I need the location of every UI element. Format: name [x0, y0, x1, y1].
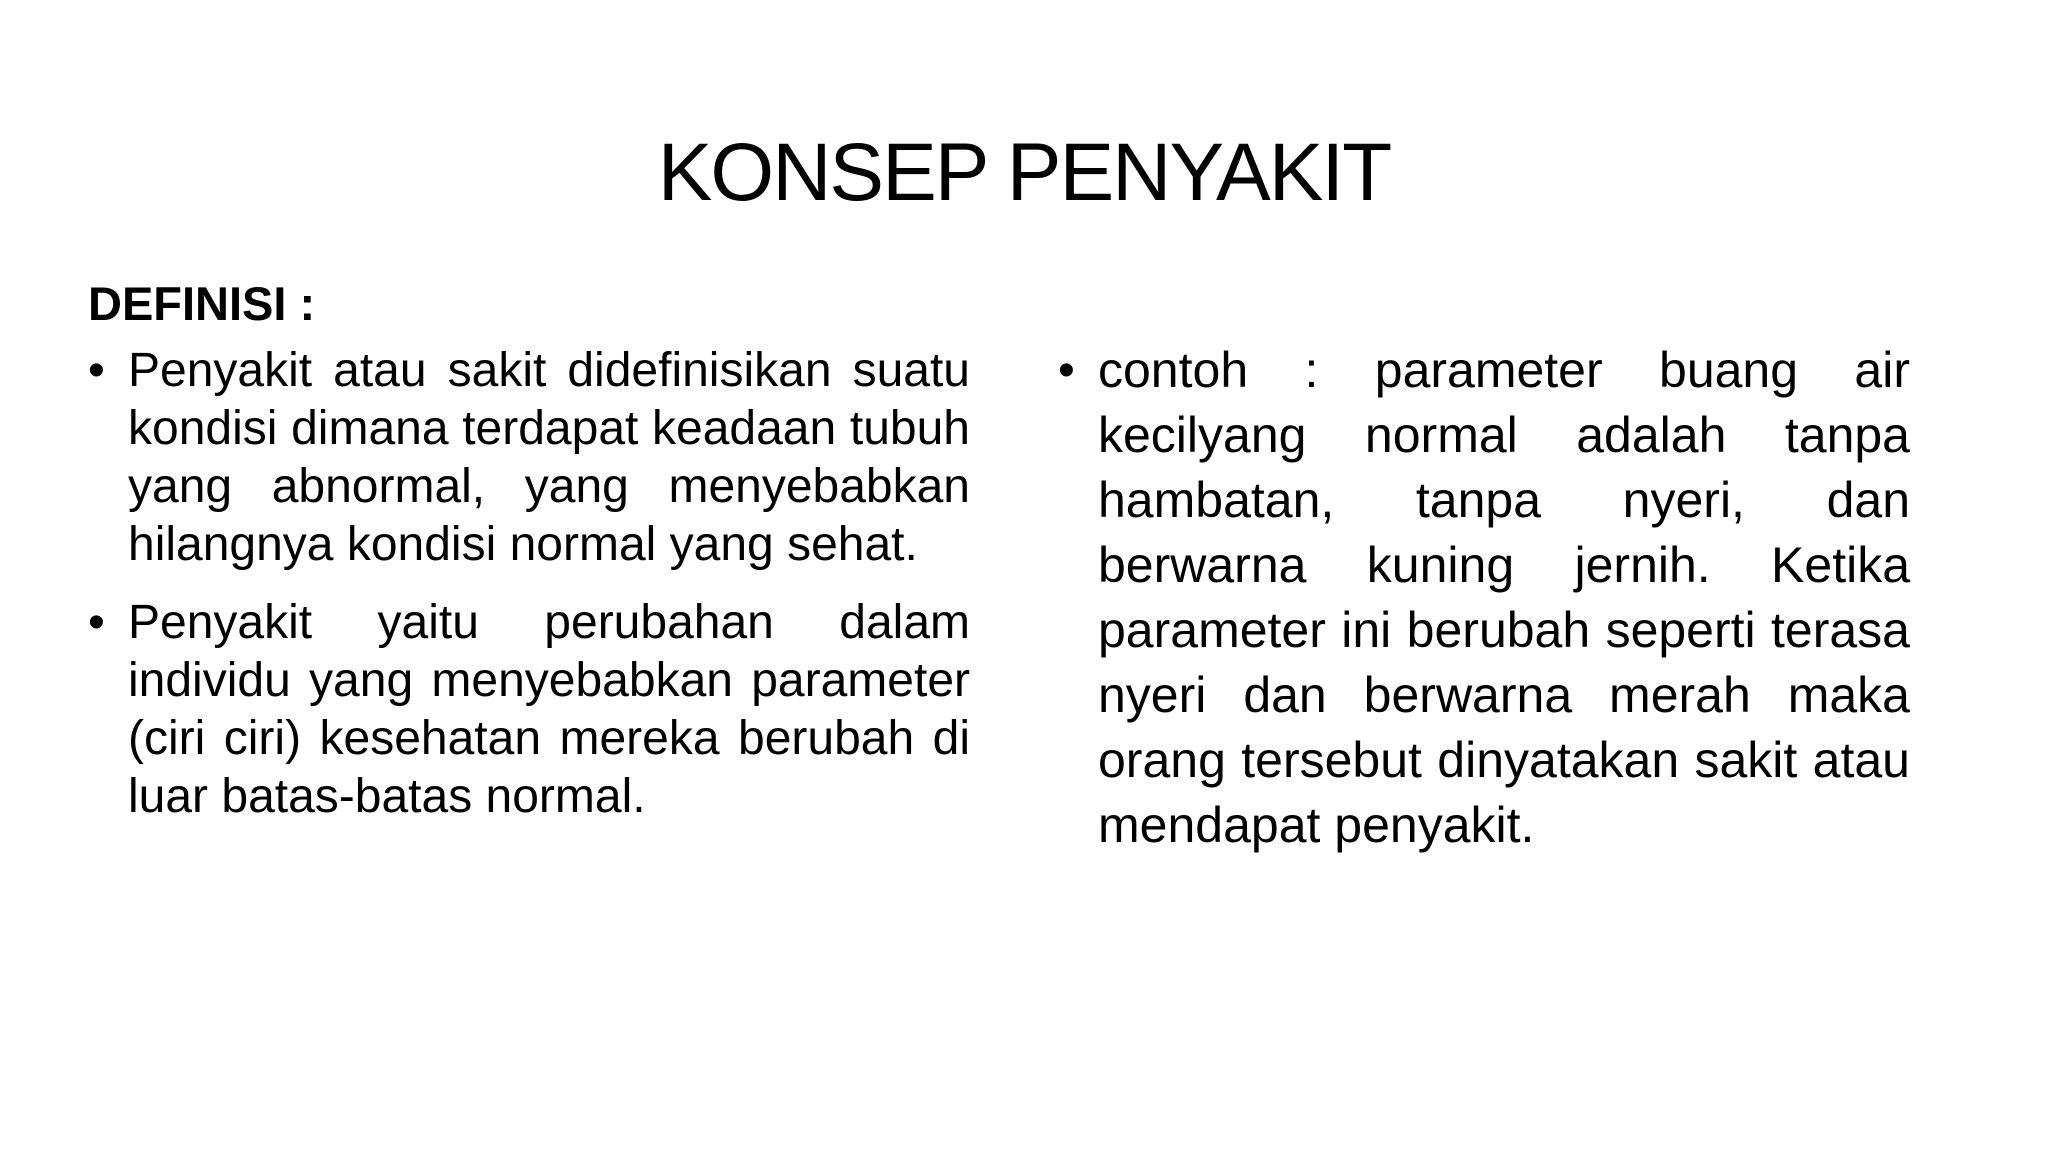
- right-bullet-list: [1058, 338, 1910, 858]
- bullet-text: Penyakit yaitu perubahan dalam individu yang menyebabkan parameter (ciri ciri) kesehatan mereka berubah di luar batas-batas normal.: [128, 596, 970, 823]
- bullet-item: [88, 594, 970, 826]
- bullet-item: [1058, 338, 1910, 858]
- bullet-icon: •: [1058, 344, 1075, 397]
- right-column: [1058, 338, 1910, 878]
- left-column: [88, 272, 970, 846]
- definition-heading: DEFINISI :: [88, 277, 316, 330]
- slide-title: KONSEP PENYAKIT: [657, 127, 1391, 218]
- bullet-text: contoh : parameter buang air kecilyang normal adalah tanpa hambatan, tanpa nyeri, dan berwarna kuning jernih. Ketika parameter ini berubah seperti terasa nyeri dan berwarna merah maka orang tersebut dinyatakan sakit atau mendapat penyakit.: [1098, 342, 1910, 853]
- bullet-icon: •: [88, 596, 105, 649]
- left-bullet-list: [88, 342, 970, 826]
- bullet-icon: •: [88, 344, 105, 397]
- bullet-item: [88, 342, 970, 574]
- bullet-text: Penyakit atau sakit didefinisikan suatu kondisi dimana terdapat keadaan tubuh yang abnormal, yang menyebabkan hilangnya kondisi normal yang sehat.: [128, 344, 970, 571]
